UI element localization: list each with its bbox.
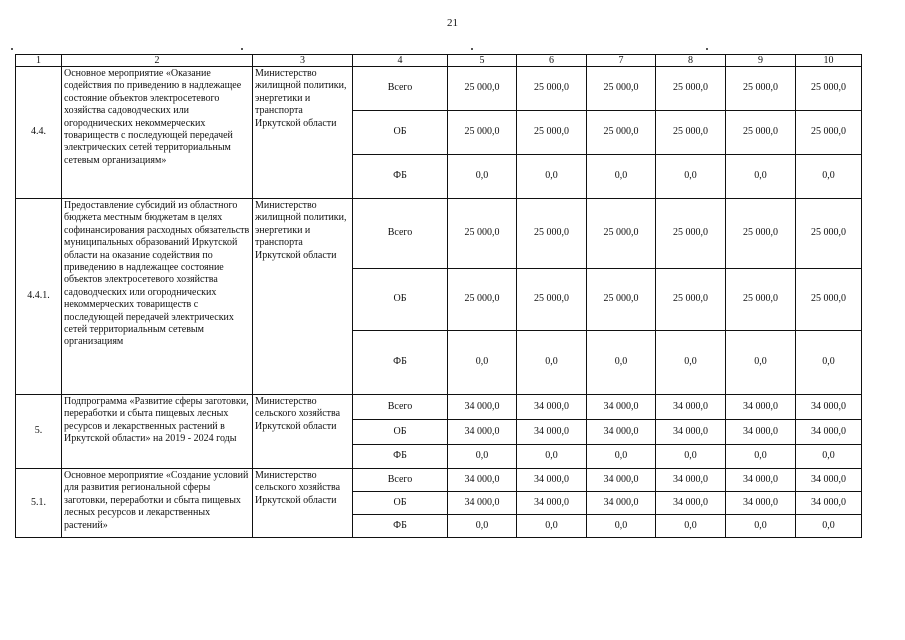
funding-source: ОБ	[353, 269, 448, 331]
header-cell: 5	[448, 55, 517, 67]
funding-source: Всего	[353, 469, 448, 492]
amount-cell: 34 000,0	[517, 492, 587, 515]
table-row	[16, 199, 862, 269]
header-cell: 7	[587, 55, 656, 67]
amount-cell: 34 000,0	[726, 492, 796, 515]
page-number: 21	[447, 17, 458, 29]
funding-source: ФБ	[353, 331, 448, 395]
funding-source: ОБ	[353, 492, 448, 515]
header-cell: 8	[656, 55, 726, 67]
amount-cell: 34 000,0	[656, 420, 726, 445]
amount-cell: 25 000,0	[517, 269, 587, 331]
amount-cell: 34 000,0	[448, 492, 517, 515]
amount-cell: 25 000,0	[656, 199, 726, 269]
amount-cell: 25 000,0	[796, 111, 862, 155]
scan-dot	[11, 48, 13, 50]
amount-cell: 34 000,0	[726, 395, 796, 420]
row-description: Подпрограмма «Развитие сферы заготовки, переработки и сбыта пищевых лесных ресурсов и лекарственных растений в Иркутской области» на 2019 - 2024 годы	[62, 395, 253, 469]
amount-cell: 34 000,0	[726, 420, 796, 445]
table-row	[16, 395, 862, 420]
amount-cell: 25 000,0	[587, 67, 656, 111]
amount-cell: 34 000,0	[448, 420, 517, 445]
amount-cell: 34 000,0	[587, 420, 656, 445]
amount-cell: 34 000,0	[448, 395, 517, 420]
amount-cell: 0,0	[587, 515, 656, 538]
amount-cell: 25 000,0	[796, 199, 862, 269]
amount-cell: 0,0	[587, 445, 656, 469]
amount-cell: 0,0	[796, 515, 862, 538]
amount-cell: 34 000,0	[796, 395, 862, 420]
amount-cell: 0,0	[656, 515, 726, 538]
amount-cell: 34 000,0	[796, 492, 862, 515]
row-description: Основное мероприятие «Оказание содействия по приведению в надлежащее состояние объектов электросетевого хозяйства садоводческих или огороднических некоммерческих товариществ с последующей передачей электрических сетей территориальным сетевым организациям»	[62, 67, 253, 199]
scan-dot	[706, 48, 708, 50]
amount-cell: 34 000,0	[517, 395, 587, 420]
funding-source: ОБ	[353, 420, 448, 445]
amount-cell: 34 000,0	[517, 420, 587, 445]
amount-cell: 34 000,0	[587, 492, 656, 515]
amount-cell: 0,0	[517, 515, 587, 538]
amount-cell: 25 000,0	[587, 199, 656, 269]
header-cell: 3	[253, 55, 353, 67]
amount-cell: 34 000,0	[796, 420, 862, 445]
row-description: Основное мероприятие «Создание условий для развития региональной сферы заготовки, переработки и сбыта пищевых лесных ресурсов и лекарственных растений»	[62, 469, 253, 538]
amount-cell: 0,0	[656, 155, 726, 199]
table-row	[16, 67, 862, 111]
header-cell: 9	[726, 55, 796, 67]
amount-cell: 25 000,0	[587, 269, 656, 331]
amount-cell: 25 000,0	[726, 67, 796, 111]
funding-source: Всего	[353, 67, 448, 111]
amount-cell: 34 000,0	[656, 492, 726, 515]
amount-cell: 0,0	[517, 155, 587, 199]
amount-cell: 34 000,0	[587, 395, 656, 420]
amount-cell: 0,0	[448, 155, 517, 199]
amount-cell: 25 000,0	[448, 199, 517, 269]
amount-cell: 25 000,0	[656, 111, 726, 155]
amount-cell: 0,0	[587, 331, 656, 395]
amount-cell: 0,0	[726, 331, 796, 395]
row-number: 4.4.	[16, 67, 62, 199]
amount-cell: 0,0	[448, 331, 517, 395]
responsible-organization: Министерство сельского хозяйства Иркутской области	[253, 469, 353, 538]
row-number: 5.1.	[16, 469, 62, 538]
amount-cell: 34 000,0	[656, 395, 726, 420]
responsible-organization: Министерство жилищной политики, энергетики и транспорта Иркутской области	[253, 199, 353, 395]
amount-cell: 0,0	[517, 445, 587, 469]
table-body	[16, 55, 862, 538]
amount-cell: 25 000,0	[448, 111, 517, 155]
funding-source: Всего	[353, 395, 448, 420]
amount-cell: 0,0	[517, 331, 587, 395]
amount-cell: 34 000,0	[656, 469, 726, 492]
amount-cell: 0,0	[656, 331, 726, 395]
row-description: Предоставление субсидий из областного бюджета местным бюджетам в целях софинансирования расходных обязательств муниципальных образований Иркутской области на оказание содействия по приведению в надлежащее состояние объектов электросетевого хозяйства садоводческих или огороднических некоммерческих товариществ с последующей передачей электрических сетей территориальным сетевым организациям	[62, 199, 253, 395]
header-cell: 1	[16, 55, 62, 67]
amount-cell: 25 000,0	[448, 269, 517, 331]
amount-cell: 34 000,0	[796, 469, 862, 492]
amount-cell: 25 000,0	[517, 111, 587, 155]
amount-cell: 25 000,0	[726, 111, 796, 155]
amount-cell: 25 000,0	[726, 269, 796, 331]
amount-cell: 25 000,0	[517, 199, 587, 269]
amount-cell: 0,0	[726, 445, 796, 469]
amount-cell: 0,0	[796, 445, 862, 469]
amount-cell: 0,0	[726, 155, 796, 199]
amount-cell: 34 000,0	[587, 469, 656, 492]
header-cell: 4	[353, 55, 448, 67]
funding-source: ФБ	[353, 515, 448, 538]
table-row	[16, 469, 862, 492]
budget-table	[15, 54, 862, 538]
header-row	[16, 55, 862, 67]
header-cell: 2	[62, 55, 253, 67]
amount-cell: 34 000,0	[726, 469, 796, 492]
amount-cell: 25 000,0	[448, 67, 517, 111]
responsible-organization: Министерство сельского хозяйства Иркутской области	[253, 395, 353, 469]
funding-source: Всего	[353, 199, 448, 269]
funding-source: ОБ	[353, 111, 448, 155]
amount-cell: 0,0	[656, 445, 726, 469]
row-number: 5.	[16, 395, 62, 469]
header-cell: 6	[517, 55, 587, 67]
amount-cell: 25 000,0	[587, 111, 656, 155]
scan-dot	[471, 48, 473, 50]
amount-cell: 0,0	[448, 515, 517, 538]
amount-cell: 34 000,0	[517, 469, 587, 492]
scan-dot	[241, 48, 243, 50]
amount-cell: 34 000,0	[448, 469, 517, 492]
amount-cell: 25 000,0	[796, 269, 862, 331]
amount-cell: 0,0	[796, 155, 862, 199]
amount-cell: 25 000,0	[656, 269, 726, 331]
amount-cell: 25 000,0	[656, 67, 726, 111]
header-cell: 10	[796, 55, 862, 67]
amount-cell: 0,0	[448, 445, 517, 469]
amount-cell: 25 000,0	[726, 199, 796, 269]
funding-source: ФБ	[353, 445, 448, 469]
responsible-organization: Министерство жилищной политики, энергетики и транспорта Иркутской области	[253, 67, 353, 199]
amount-cell: 0,0	[796, 331, 862, 395]
amount-cell: 0,0	[726, 515, 796, 538]
amount-cell: 25 000,0	[796, 67, 862, 111]
amount-cell: 0,0	[587, 155, 656, 199]
row-number: 4.4.1.	[16, 199, 62, 395]
amount-cell: 25 000,0	[517, 67, 587, 111]
funding-source: ФБ	[353, 155, 448, 199]
